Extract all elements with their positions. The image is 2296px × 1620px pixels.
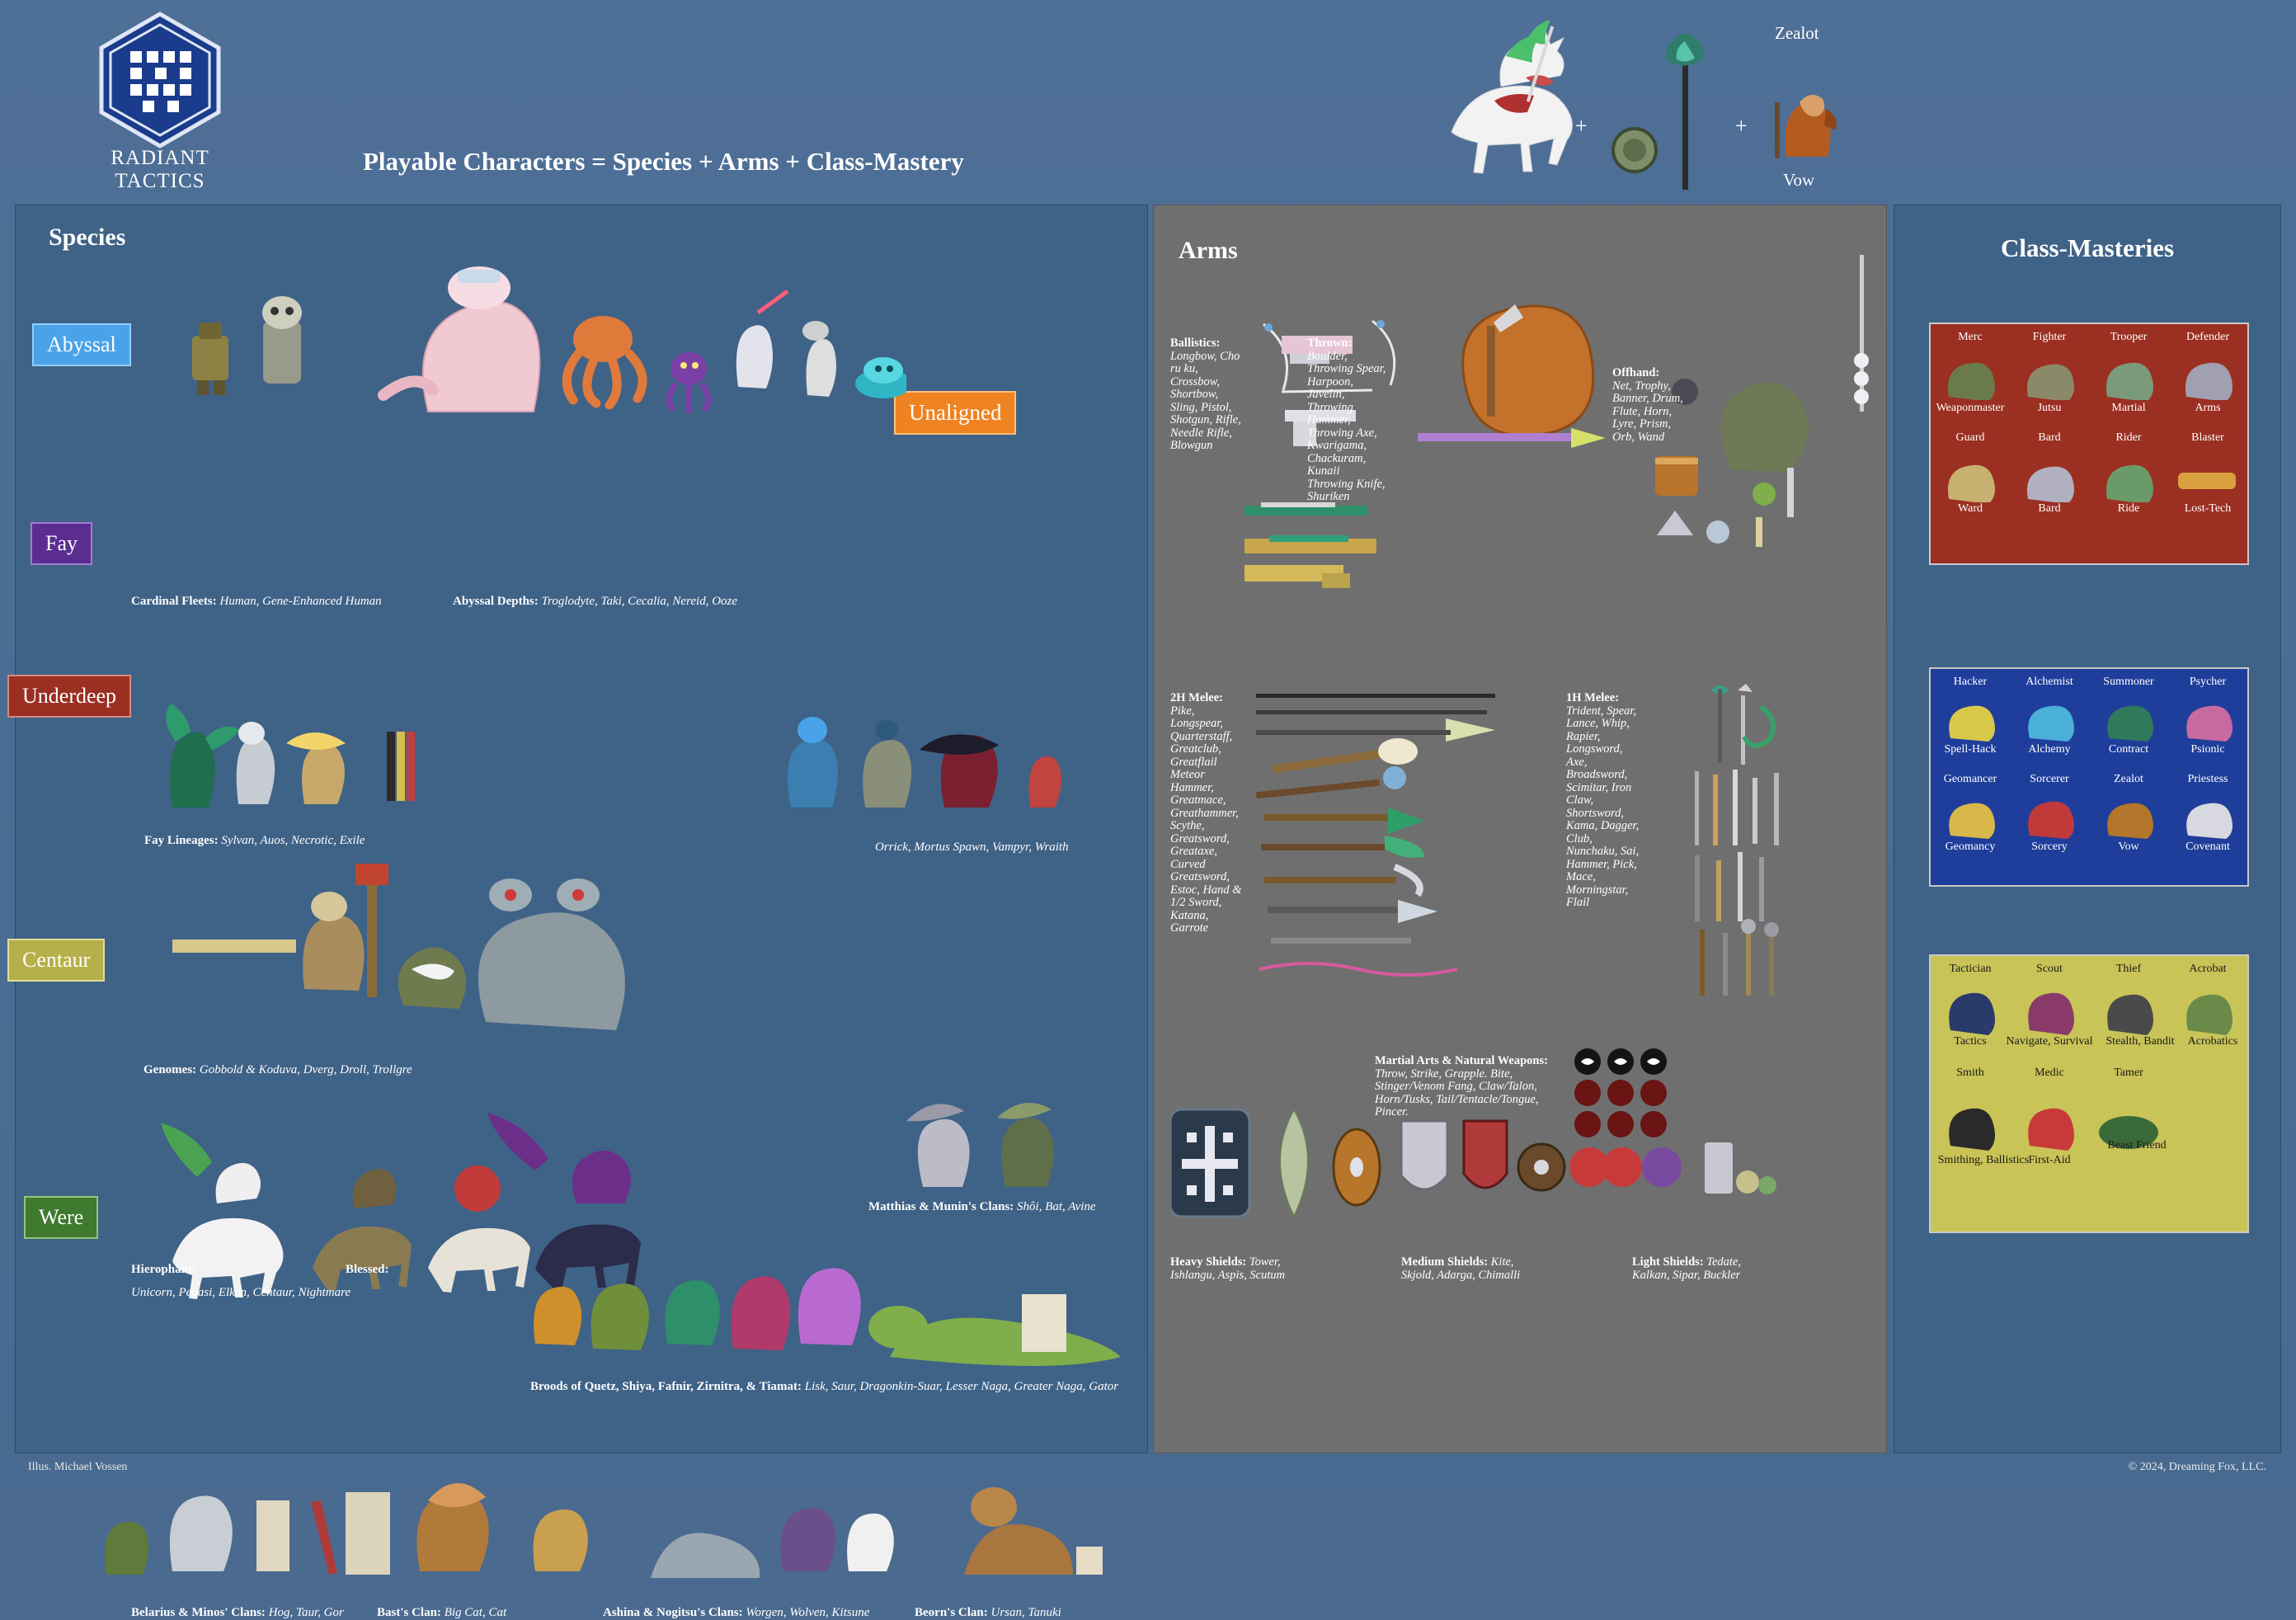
caption-label: Beorn's Clan: xyxy=(915,1606,988,1619)
cm-label[interactable]: Sorcery xyxy=(2031,841,2068,853)
group-items: Tower, Ishlangu, Aspis, Scutum xyxy=(1170,1255,1286,1282)
cm-label[interactable]: Navigate, Survival xyxy=(2006,1035,2093,1048)
caption-centaur-list xyxy=(131,1286,351,1300)
cm-label[interactable]: Zealot xyxy=(2114,773,2143,785)
caption-value: Worgen, Wolven, Kitsune xyxy=(746,1606,870,1619)
caption-value: Human, Gene-Enhanced Human xyxy=(219,595,382,608)
cm-label[interactable]: Tactician xyxy=(1949,963,1992,975)
caption-value: Orrick, Mortus Spawn, Vampyr, Wraith xyxy=(875,841,1069,854)
hexagon-grid-logo-icon xyxy=(97,12,223,148)
species-heading: Species xyxy=(49,224,126,251)
cm-label[interactable]: Defender xyxy=(2185,331,2230,343)
caption-value: Shôi, Bat, Avine xyxy=(1017,1200,1096,1213)
group-items: Net, Trophy, Banner, Drum, Flute, Horn, Lyre, Prism, Orb, Wand xyxy=(1612,379,1683,444)
cm-label[interactable]: Trooper xyxy=(2110,331,2148,343)
caption-genomes xyxy=(144,1063,412,1077)
cm-label[interactable]: Tamer xyxy=(2114,1067,2143,1079)
caption-label: Hierophant: xyxy=(131,1263,196,1276)
caption-beorn xyxy=(915,1606,1061,1620)
centaur-art xyxy=(1402,8,1616,190)
plus-sign-1: + xyxy=(1575,114,1588,138)
cm-label[interactable]: Acrobatics xyxy=(2187,1035,2238,1048)
caption-broods xyxy=(530,1380,1118,1394)
species-tag-were[interactable]: Were xyxy=(24,1196,98,1239)
cm-label[interactable]: Merc xyxy=(1958,331,1983,343)
species-tag-unaligned[interactable]: Unaligned xyxy=(894,391,1016,435)
brand-logo xyxy=(79,12,241,192)
caption-value: Hog, Taur, Gor xyxy=(268,1606,344,1619)
cm-label[interactable]: Smithing, Ballistics xyxy=(1937,1154,2030,1166)
cm-label[interactable]: Psionic xyxy=(2190,743,2225,756)
caption-label: Genomes: xyxy=(144,1063,197,1076)
caption-value: Lisk, Saur, Dragonkin-Suar, Lesser Naga, Greater Naga, Gator xyxy=(804,1380,1119,1393)
cm-label[interactable]: Psycher xyxy=(2189,676,2227,688)
cm-label[interactable]: Stealth, Bandit xyxy=(2105,1035,2175,1048)
class-masteries-panel xyxy=(1894,205,2281,1453)
cm-label[interactable]: Spell-Hack xyxy=(1944,743,1997,756)
group-title: Martial Arts & Natural Weapons: xyxy=(1375,1054,1548,1067)
caption-bast xyxy=(377,1606,506,1620)
arcane-row1-art xyxy=(1931,690,2247,742)
orb-chain-art xyxy=(1845,255,1878,436)
caption-cardinal-fleets xyxy=(131,595,382,609)
cm-label[interactable]: Sorcerer xyxy=(2030,773,2069,785)
page-title: Playable Characters = Species + Arms + Class-Mastery xyxy=(363,147,964,176)
cm-label[interactable]: Covenant xyxy=(2185,841,2230,853)
group-items: Kite, Skjold, Adarga, Chimalli xyxy=(1401,1255,1521,1282)
caption-value: Ursan, Tanuki xyxy=(990,1606,1061,1619)
cm-label[interactable]: Hacker xyxy=(1953,676,1988,688)
cm-label[interactable]: Ward xyxy=(1958,502,1983,515)
caption-label: Fay Lineages: xyxy=(144,834,219,847)
group-items: Throw, Strike, Grapple. Bite, Stinger/Venom Fang, Claw/Talon, Horn/Tusks, Tail/Tentacle/Tongue, Pincer. xyxy=(1375,1067,1539,1118)
caption-label: Belarius & Minos' Clans: xyxy=(131,1606,266,1619)
caption-label: Broods of Quetz, Shiya, Fafnir, Zirnitra, & Tiamat: xyxy=(530,1380,802,1393)
cm-label[interactable]: Weaponmaster xyxy=(1936,402,2005,414)
class-masteries-heading: Class-Masteries xyxy=(2000,233,2175,262)
twohand-weapons-art xyxy=(1256,682,1520,1012)
cm-label[interactable]: First-Aid xyxy=(2028,1154,2071,1166)
group-items: Trident, Spear, Lance, Whip, Rapier, Longsword, Axe, Broadsword, Scimitar, Iron Claw, Shortsword, Kama, Dagger, Club, Nunchaku, Sai, Hammer, Pick, Mace, Morningstar, Flail xyxy=(1566,704,1640,909)
shields-art xyxy=(1170,1104,1781,1245)
group-title: Offhand: xyxy=(1612,366,1660,379)
cm-label[interactable]: Lost-Tech xyxy=(2184,502,2232,515)
onehand-weapons-art xyxy=(1662,682,1810,1029)
cm-label[interactable]: Beast Friend xyxy=(2107,1139,2167,1151)
arcane-row2-art xyxy=(1931,788,2247,839)
cm-label[interactable]: Vow xyxy=(2118,841,2139,853)
species-tag-centaur[interactable]: Centaur xyxy=(7,939,105,982)
caption-ashina xyxy=(603,1606,869,1620)
cm-label[interactable]: Geomancy xyxy=(1945,841,1996,853)
arms-group-light-shields xyxy=(1632,1256,1764,1282)
cm-label[interactable]: Tactics xyxy=(1954,1035,1987,1048)
cm-label[interactable]: Arms xyxy=(2195,402,2221,414)
caption-label: Bast's Clan: xyxy=(377,1606,441,1619)
caption-value: Big Cat, Cat xyxy=(444,1606,507,1619)
cm-label[interactable]: Geomancer xyxy=(1943,773,1997,785)
caption-label: Matthias & Munin's Clans: xyxy=(868,1200,1014,1213)
group-title: 1H Melee: xyxy=(1566,691,1620,704)
cm-label[interactable]: Guard xyxy=(1955,431,1985,444)
label-zealot: Zealot xyxy=(1775,23,1819,43)
group-title: Medium Shields: xyxy=(1401,1255,1489,1269)
caption-value: Troglodyte, Taki, Cecalia, Nereid, Ooze xyxy=(541,595,738,608)
arms-heading: Arms xyxy=(1179,237,1238,264)
martial-row1-art xyxy=(1931,346,2247,400)
cm-label[interactable]: Scout xyxy=(2036,963,2063,975)
cm-label[interactable]: Alchemist xyxy=(2025,676,2073,688)
martial-row2-art xyxy=(1931,448,2247,502)
species-tag-fay[interactable]: Fay xyxy=(31,522,92,565)
group-title: Ballistics: xyxy=(1170,337,1221,350)
group-title: 2H Melee: xyxy=(1170,691,1224,704)
caption-label: Ashina & Nogitsu's Clans: xyxy=(603,1606,743,1619)
class-group-arcane xyxy=(1929,667,2249,887)
zealot-art xyxy=(1757,66,1856,165)
arms-group-medium-shields xyxy=(1401,1256,1533,1282)
cm-label[interactable]: Blaster xyxy=(2191,431,2224,444)
class-group-skill xyxy=(1929,954,2249,1233)
unaligned-species-art xyxy=(758,684,1104,816)
cm-label[interactable]: Rider xyxy=(2115,431,2142,444)
abyssal-species-art xyxy=(181,255,906,428)
group-items: Boulder, Throwing Spear, Harpoon, Javelin, Throwing Hammer, Throwing Axe, Kwarigama, Chackuram, Kunaii Throwing Knife, Shuriken xyxy=(1307,349,1386,503)
arms-group-2h-melee xyxy=(1170,692,1249,935)
class-group-martial xyxy=(1929,323,2249,565)
caption-label: Cardinal Fleets: xyxy=(131,595,217,608)
arms-group-ballistics xyxy=(1170,337,1244,453)
group-items: Tedate, Kalkan, Sipar, Buckler xyxy=(1632,1255,1742,1282)
arms-panel xyxy=(1153,205,1887,1453)
species-tag-underdeep[interactable]: Underdeep xyxy=(7,675,131,718)
cm-label[interactable]: Alchemy xyxy=(2028,743,2071,756)
cm-label[interactable]: Bard xyxy=(2038,502,2061,515)
arms-art xyxy=(1600,25,1715,190)
arms-group-1h-melee xyxy=(1566,692,1645,910)
species-tag-abyssal[interactable]: Abyssal xyxy=(32,323,131,366)
caption-label: Abyssal Depths: xyxy=(453,595,539,608)
caption-unaligned xyxy=(875,841,1069,855)
arms-group-heavy-shields xyxy=(1170,1256,1294,1282)
plus-sign-2: + xyxy=(1735,114,1748,138)
fay-species-art xyxy=(139,692,486,816)
cm-label[interactable]: Fighter xyxy=(2032,331,2067,343)
cm-label[interactable]: Acrobat xyxy=(2189,963,2227,975)
cm-label[interactable]: Contract xyxy=(2108,743,2149,756)
equation-illustration xyxy=(1402,8,1979,194)
caption-belarius xyxy=(131,1606,344,1620)
group-title: Heavy Shields: xyxy=(1170,1255,1247,1269)
group-items: Pike, Longspear, Quarterstaff, Greatclub, Greatflail Meteor Hammer, Greatmace, Greathammer, Scythe, Greatsword, Greataxe, Curved Greatsword, Estoc, Hand & 1/2 Sword, Katana, Garrote xyxy=(1170,704,1242,935)
copyright-notice: © 2024, Dreaming Fox, LLC. xyxy=(2128,1461,2266,1473)
cm-label[interactable]: Martial xyxy=(2111,402,2146,414)
underdeep-species-art xyxy=(164,816,741,1055)
cm-label[interactable]: Medic xyxy=(2035,1067,2064,1079)
brand-name: RADIANT TACTICS xyxy=(111,147,209,192)
label-vow: Vow xyxy=(1783,170,1815,190)
caption-abyssal-depths xyxy=(453,595,737,609)
cm-label[interactable]: Priestess xyxy=(2187,773,2228,785)
caption-blessed xyxy=(346,1263,389,1277)
cm-label[interactable]: Summoner xyxy=(2103,676,2154,688)
caption-value: Gobbold & Koduva, Dverg, Droll, Trollgre xyxy=(199,1063,412,1076)
caption-value: Unicorn, Pegasi, Elken, Centaur, Nightmare xyxy=(131,1286,351,1299)
cm-label[interactable]: Smith xyxy=(1956,1067,1984,1079)
group-title: Light Shields: xyxy=(1632,1255,1704,1269)
group-items: Longbow, Cho ru ku, Crossbow, Shortbow, Sling, Pistol, Shotgun, Rifle, Needle Rifle, Blowgun xyxy=(1170,349,1241,452)
illustrator-credit: Illus. Michael Vossen xyxy=(28,1461,128,1473)
were-species-art xyxy=(73,1401,1113,1591)
cm-label[interactable]: Bard xyxy=(2038,431,2061,444)
group-title: Thrown: xyxy=(1307,337,1353,350)
caption-hierophant xyxy=(131,1263,196,1277)
cm-label[interactable]: Jutsu xyxy=(2037,402,2062,414)
caption-value: Sylvan, Auos, Necrotic, Exile xyxy=(221,834,365,847)
cm-label[interactable]: Ride xyxy=(2117,502,2140,515)
arms-group-offhand xyxy=(1612,367,1683,444)
cm-label[interactable]: Thief xyxy=(2115,963,2142,975)
arms-group-thrown xyxy=(1307,337,1386,504)
thrown-art xyxy=(1418,294,1607,501)
caption-label: Blessed: xyxy=(346,1263,389,1276)
skill-row1-art xyxy=(1931,977,2247,1035)
